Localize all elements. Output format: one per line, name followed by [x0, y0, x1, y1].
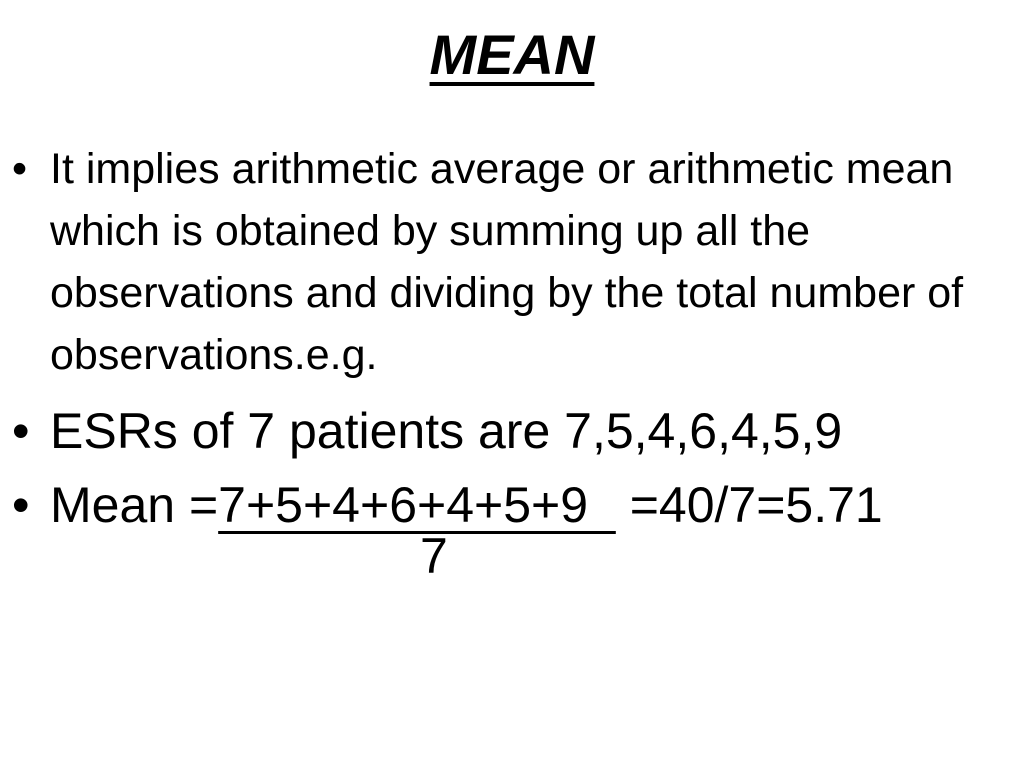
formula-result: =40/7=5.71 — [615, 477, 883, 533]
formula-numerator: 7+5+4+6+4+5+9 — [218, 477, 616, 533]
slide-title — [0, 22, 1024, 88]
bullet-definition — [12, 138, 1012, 386]
bullet-esr-text: ESRs of 7 patients are 7,5,4,6,4,5,9 — [50, 403, 843, 459]
formula-prefix: Mean = — [50, 477, 219, 533]
bullet-dot-icon: • — [12, 145, 28, 193]
slide-title-text: MEAN — [429, 23, 595, 86]
formula-denominator: 7 — [420, 528, 448, 584]
bullet-mean-formula — [12, 475, 1012, 535]
bullet-dot-icon: • — [12, 477, 30, 533]
bullet-list — [12, 138, 1012, 535]
bullet-dot-icon: • — [12, 403, 30, 459]
bullet-definition-text: It implies arithmetic average or arithmetic mean which is obtained by summing up all the observations and dividing by the total number of observations.e.g. — [50, 145, 964, 379]
bullet-esr-values — [12, 401, 1012, 461]
